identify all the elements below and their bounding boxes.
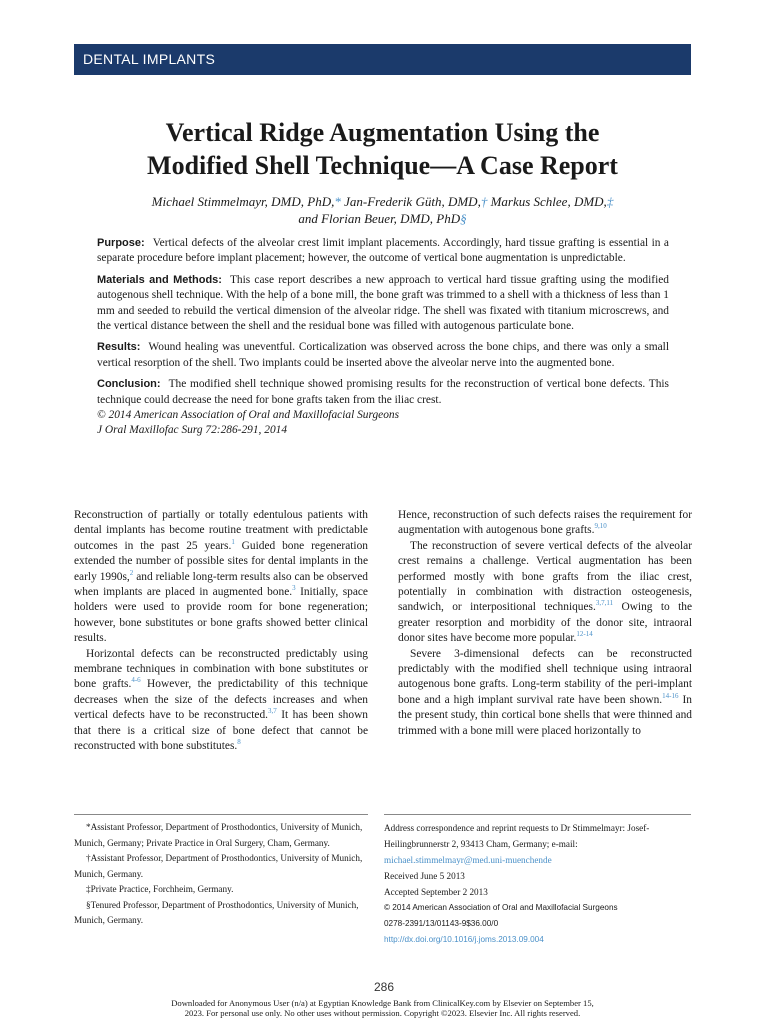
reference-link[interactable]: 4-6 (131, 676, 141, 685)
title-line-2: Modified Shell Technique—A Case Report (147, 151, 618, 180)
footnote-mark-2[interactable]: † (480, 194, 488, 209)
conclusion-text: The modified shell technique showed promising results for the reconstruction of vertical bone defects. This technique could decrease the need for bone grafts taken from the iliac crest. (97, 378, 669, 406)
affiliation-footnote: ‡Private Practice, Forchheim, Germany. (86, 884, 234, 894)
body-paragraph (398, 647, 692, 739)
reference-link[interactable]: 3,7 (268, 707, 277, 716)
reference-link[interactable]: 14-16 (662, 692, 679, 701)
purpose-label: Purpose: (97, 237, 145, 249)
body-text: Hence, reconstruction of such defects raises the requirement for augmentation with autogenous bone grafts. (398, 509, 692, 537)
body-text: In the present study, thin cortical bone shells that were thinned and trimmed with a bone mill were placed horizontally to (398, 693, 692, 737)
author-list (74, 193, 691, 227)
methods-text: This case report describes a new approach to vertical hard tissue grafting using the modified autogenous shell technique. With the help of a bone mill, the bone graft was trimmed to a shell with a thickness of less than 1 mm and seeded to rebuild the vertical dimension of the alveolar ridge. The shell was fixated with titanium microscrews, and the vertical distance between the shell and the residual bone was filled with autogenous particulate bone. (97, 273, 670, 333)
reference-link[interactable]: 3,7,11 (595, 599, 614, 608)
results-text: Wound healing was uneventful. Corticalization was observed across the bone chips, and there was only a small vertical resorption of the shell. Two implants could be inserted above the alveolar nerve into the augmented bone. (97, 341, 669, 369)
address-text: Address correspondence and reprint requests to Dr Stimmelmayr: Josef-Heilingbrunnerstr 2, 93413 Cham, Germany; e-mail: (384, 823, 650, 849)
author-4: and Florian Beuer, DMD, PhD (298, 211, 461, 226)
body-text: However, the predictability of this technique decreases when the size of the defects increases and when vertical defects have to be reconstructed. (74, 678, 368, 722)
download-notice (74, 998, 691, 1018)
body-column-left (74, 508, 368, 755)
author-line-2 (74, 210, 691, 227)
footnote-divider-left (74, 814, 368, 815)
abstract (97, 236, 669, 445)
footnote-mark-1[interactable]: * (334, 194, 341, 209)
journal-citation: J Oral Maxillofac Surg 72:286-291, 2014 (97, 424, 288, 437)
title-line-1: Vertical Ridge Augmentation Using the (165, 118, 600, 147)
abstract-methods (97, 273, 669, 335)
body-column-right (398, 508, 692, 739)
body-text: Guided bone regeneration extended the number of possible sites for dental implants in the early 1990s, (74, 539, 368, 583)
reference-link[interactable]: 1 (231, 538, 235, 547)
body-text: Severe 3-dimensional defects can be reconstructed predictably with the modified shell technique using intraoral autogenous bone grafts. Long-term stability of the peri-implant bone and a high implant survival rate have been shown. (398, 647, 692, 706)
reference-link[interactable]: 8 (237, 738, 241, 747)
affiliation-footnotes (74, 820, 368, 929)
abstract-copyright: © 2014 American Association of Oral and Maxillofacial Surgeons (97, 409, 400, 422)
received-date: Received June 5 2013 (384, 871, 465, 881)
affiliation-footnote: †Assistant Professor, Department of Prosthodontics, University of Munich, Munich, Germany. (74, 853, 363, 879)
doi-link[interactable]: http://dx.doi.org/10.1016/j.joms.2013.09.004 (384, 935, 544, 944)
results-label: Results: (97, 341, 141, 354)
footnote-mark-4[interactable]: § (460, 211, 467, 226)
purpose-text: Vertical defects of the alveolar crest limit implant placements. Accordingly, hard tissue grafting is essential in a separate procedure before implant placement; however, the outcome of vertical bone augmentation is unpredictable. (97, 237, 669, 265)
section-banner-label: DENTAL IMPLANTS (83, 51, 216, 67)
body-text: Horizontal defects can be reconstructed predictably using membrane techniques in combination with bone substitutes or bone grafts. (74, 647, 368, 691)
body-text: It has been shown that there is a critical size of bone defect that cannot be reconstructed with bone substitutes. (74, 709, 368, 753)
section-banner (74, 44, 691, 75)
article-title (74, 116, 691, 182)
author-3: Markus Schlee, DMD, (487, 194, 607, 209)
issn-code: 0278-2391/13/01143-9$36.00/0 (384, 919, 499, 928)
correspondence-address (384, 820, 692, 868)
body-text: Owing to the greater resorption and morbidity of the donor site, intraoral donor sites have become more popular. (398, 601, 692, 645)
accepted-date: Accepted September 2 2013 (384, 887, 488, 897)
conclusion-label: Conclusion: (97, 378, 161, 391)
body-paragraph (74, 508, 368, 647)
reference-link[interactable]: 3 (292, 584, 296, 593)
reference-link[interactable]: 9,10 (594, 522, 607, 531)
affiliation-footnote: *Assistant Professor, Department of Prosthodontics, University of Munich, Munich, Germany; Private Practice in Oral Surgery, Cham, Germany. (74, 822, 363, 848)
abstract-conclusion (97, 377, 669, 439)
body-text: Initially, space holders were used to provide room for bone regeneration; however, bone substitutes or bone grafts showed better clinical results. (74, 586, 368, 645)
download-notice-line: 2023. For personal use only. No other uses without permission. Copyright ©2023. Elsevier Inc. All rights reserved. (184, 1008, 581, 1018)
body-text: The reconstruction of severe vertical defects of the alveolar crest remains a challenge. Vertical augmentation has been performed mostly with bone grafts from the iliac crest, potentially in combination with distraction osteogenesis, sandwich, or interpositional techniques. (398, 539, 692, 614)
author-line-1 (74, 193, 691, 210)
download-notice-line: Downloaded for Anonymous User (n/a) at Egyptian Knowledge Bank from ClinicalKey.com by Elsevier on September 15, (171, 998, 594, 1008)
body-text: and reliable long-term results also can be observed when implants are placed in augmented bone. (74, 570, 368, 599)
author-2: Jan-Frederik Güth, DMD, (340, 194, 481, 209)
body-paragraph (398, 539, 692, 647)
reference-link[interactable]: 2 (129, 568, 134, 577)
footnote-divider-right (384, 814, 691, 815)
body-paragraph (398, 508, 692, 539)
author-1: Michael Stimmelmayr, DMD, PhD, (151, 194, 335, 209)
abstract-purpose (97, 236, 669, 267)
methods-label: Materials and Methods: (97, 273, 222, 286)
correspondence-footnotes (384, 820, 692, 948)
email-link[interactable]: michael.stimmelmayr@med.uni-muenchende (384, 855, 552, 865)
body-text: Reconstruction of partially or totally edentulous patients with dental implants has become routine treatment with predictable outcomes in the past 25 years. (74, 509, 368, 552)
footnote-mark-3[interactable]: ‡ (606, 194, 614, 209)
body-paragraph (74, 647, 368, 755)
affiliation-footnote: §Tenured Professor, Department of Prosthodontics, University of Munich, Munich, Germany. (74, 899, 359, 925)
reference-link[interactable]: 12-14 (576, 630, 593, 639)
footnote-copyright: © 2014 American Association of Oral and Maxillofacial Surgeons (384, 903, 618, 912)
abstract-results (97, 340, 669, 371)
page-number: 286 (373, 980, 395, 994)
